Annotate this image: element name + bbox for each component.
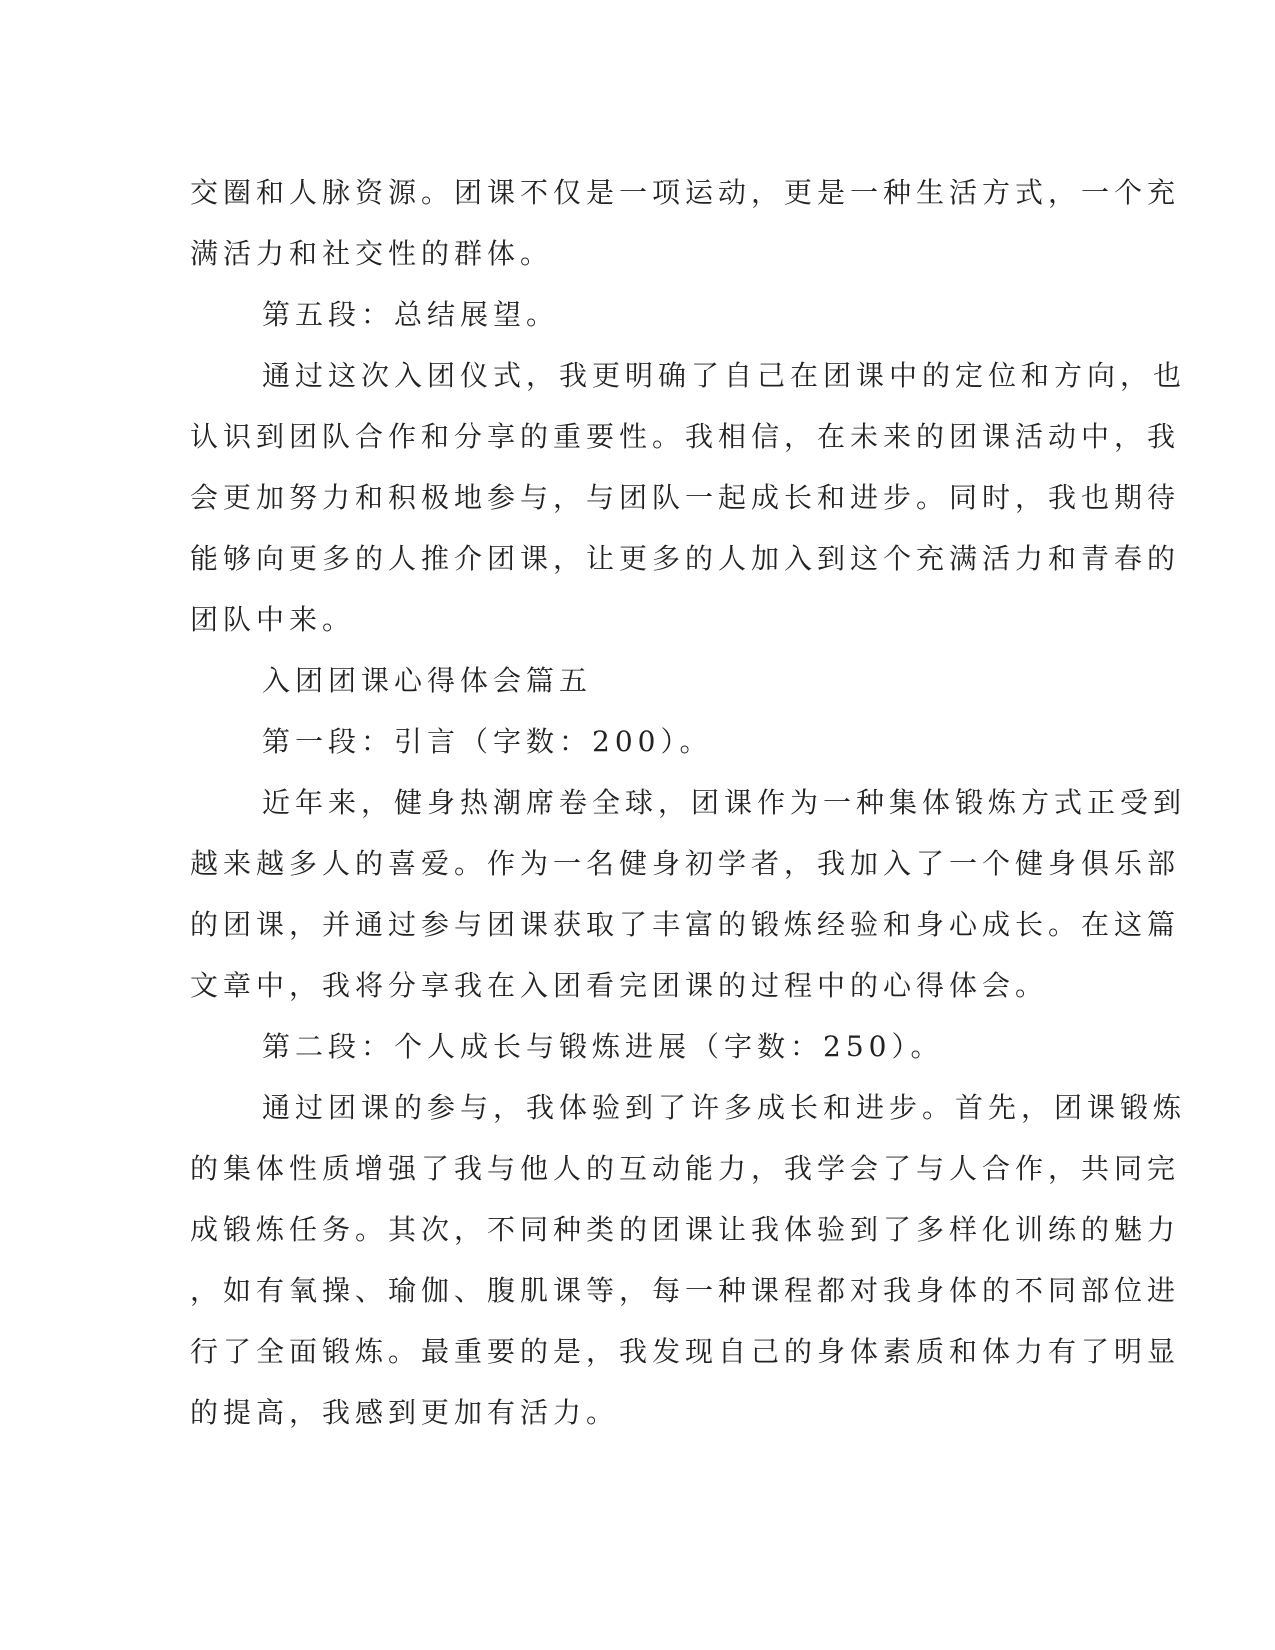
text-line: 通过团课的参与，我体验到了许多成长和进步。首先，团课锻炼 bbox=[262, 1091, 1187, 1124]
paragraph-continued bbox=[190, 162, 1181, 284]
text-line: 能够向更多的人推介团课，让更多的人加入到这个充满活力和青春的 bbox=[190, 542, 1181, 575]
text-line: 行了全面锻炼。最重要的是，我发现自己的身体素质和体力有了明显 bbox=[190, 1335, 1181, 1368]
text-line: 认识到团队合作和分享的重要性。我相信，在未来的团课活动中，我 bbox=[190, 420, 1181, 453]
paragraph-growth bbox=[190, 1077, 1187, 1443]
text-line: 团队中来。 bbox=[190, 603, 356, 636]
text-line: 文章中，我将分享我在入团看完团课的过程中的心得体会。 bbox=[190, 969, 1049, 1002]
text-line: 交圈和人脉资源。团课不仅是一项运动，更是一种生活方式，一个充 bbox=[190, 176, 1181, 209]
text-line: 的团课，并通过参与团课获取了丰富的锻炼经验和身心成长。在这篇 bbox=[190, 908, 1181, 941]
section-heading-2 bbox=[190, 1016, 1080, 1077]
text-line: ，如有氧操、瑜伽、腹肌课等，每一种课程都对我身体的不同部位进 bbox=[190, 1274, 1181, 1307]
paragraph-summary bbox=[190, 345, 1187, 650]
text-line: 第五段：总结展望。 bbox=[262, 298, 560, 331]
text-line: 的集体性质增强了我与他人的互动能力，我学会了与人合作，共同完 bbox=[190, 1152, 1181, 1185]
text-line: 通过这次入团仪式，我更明确了自己在团课中的定位和方向，也 bbox=[262, 359, 1187, 392]
text-line: 满活力和社交性的群体。 bbox=[190, 237, 554, 270]
text-line: 会更加努力和积极地参与，与团队一起成长和进步。同时，我也期待 bbox=[190, 481, 1181, 514]
text-line: 成锻炼任务。其次，不同种类的团课让我体验到了多样化训练的魅力 bbox=[190, 1213, 1181, 1246]
paragraph-intro bbox=[190, 772, 1187, 1016]
text-line: 第二段：个人成长与锻炼进展（字数：250）。 bbox=[262, 1030, 944, 1063]
section-heading-5 bbox=[190, 284, 1080, 345]
text-line: 第一段：引言（字数：200）。 bbox=[262, 725, 713, 758]
article-title bbox=[190, 650, 1080, 711]
text-line: 的提高，我感到更加有活力。 bbox=[190, 1396, 620, 1429]
document-body bbox=[190, 162, 1187, 1443]
text-line: 近年来，健身热潮席卷全球，团课作为一种集体锻炼方式正受到 bbox=[262, 786, 1187, 819]
text-line: 入团团课心得体会篇五 bbox=[262, 664, 593, 697]
text-line: 越来越多人的喜爱。作为一名健身初学者，我加入了一个健身俱乐部 bbox=[190, 847, 1181, 880]
section-heading-1 bbox=[190, 711, 1080, 772]
